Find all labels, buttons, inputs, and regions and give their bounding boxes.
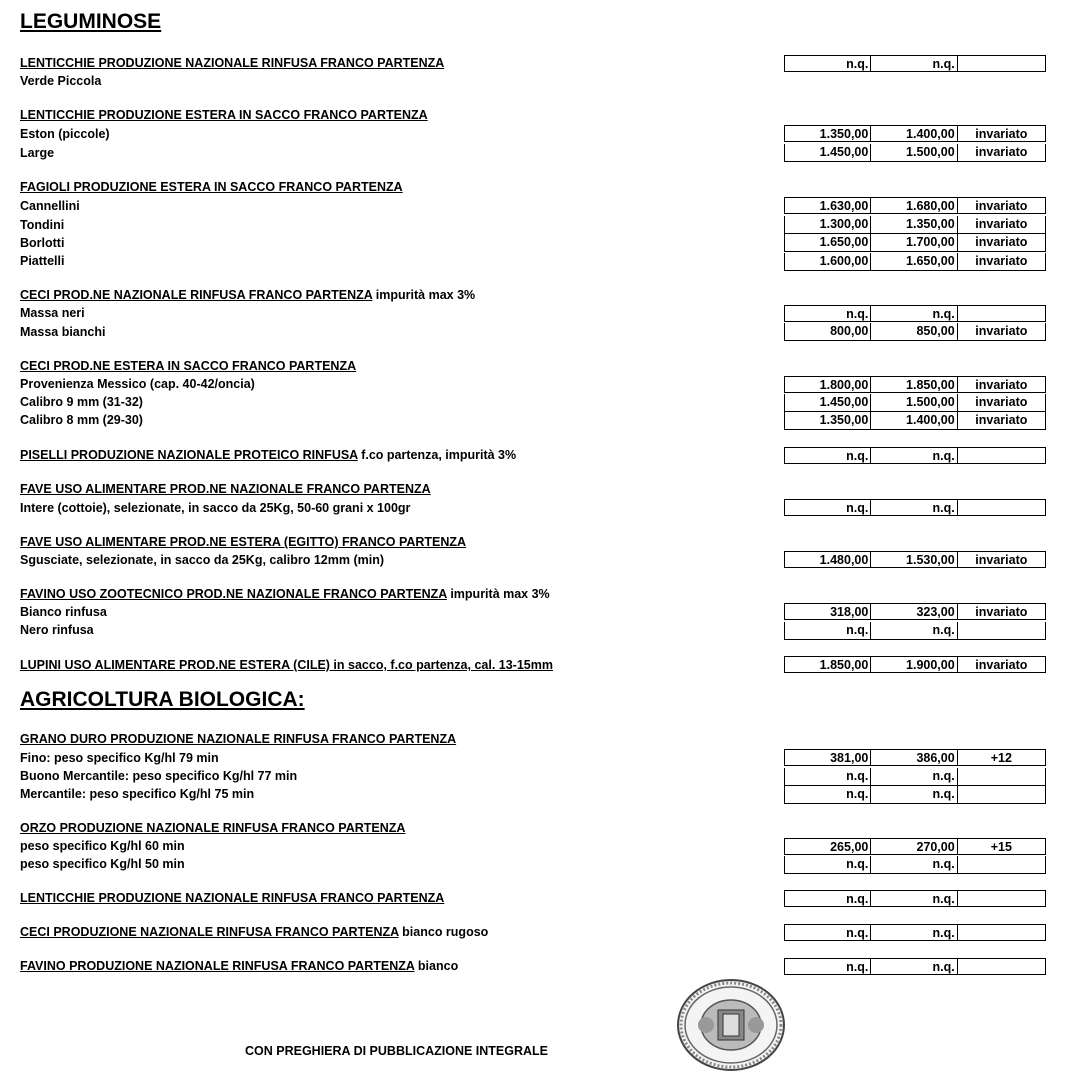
group-title-text: GRANO DURO PRODUZIONE NAZIONALE RINFUSA FRANCO PARTENZA <box>20 732 457 746</box>
price-min-cell: n.q. <box>785 768 871 785</box>
footer-note: CON PREGHIERA DI PUBBLICAZIONE INTEGRALE <box>245 1044 549 1058</box>
price-row <box>784 197 1046 214</box>
price-variation-cell <box>958 925 1045 940</box>
price-min-cell: 381,00 <box>785 750 871 765</box>
group-title-note: impurità max 3% <box>372 288 476 302</box>
price-row <box>784 890 1046 907</box>
price-max-cell: 1.400,00 <box>871 412 957 429</box>
group-title-text: LENTICCHIE PRODUZIONE NAZIONALE RINFUSA FRANCO PARTENZA <box>20 56 445 70</box>
price-min-cell: 1.350,00 <box>785 126 871 141</box>
price-row <box>784 856 1046 874</box>
price-min-cell: 800,00 <box>785 323 871 340</box>
group-title-note: impurità max 3% <box>446 587 550 601</box>
item-label: Provenienza Messico (cap. 40-42/oncia) <box>20 377 255 391</box>
price-row <box>784 55 1046 72</box>
price-row <box>784 234 1046 252</box>
price-row <box>784 551 1046 568</box>
item-label: Calibro 9 mm (31-32) <box>20 395 143 409</box>
item-label: Large <box>20 146 55 160</box>
price-min-cell: 1.450,00 <box>785 394 871 411</box>
group-title-text: FAGIOLI PRODUZIONE ESTERA IN SACCO FRANCO PARTENZA <box>20 180 403 194</box>
price-max-cell: n.q. <box>871 56 957 71</box>
section-heading: LEGUMINOSE <box>20 10 162 33</box>
price-row <box>784 603 1046 620</box>
price-row <box>784 394 1046 412</box>
price-variation-cell: +15 <box>990 840 1012 854</box>
price-max-cell: n.q. <box>871 622 957 639</box>
price-min-cell: 1.800,00 <box>785 377 871 392</box>
price-max-cell: 1.900,00 <box>871 657 957 672</box>
price-row <box>784 447 1046 464</box>
price-min-cell: n.q. <box>785 925 871 940</box>
price-variation-cell <box>958 56 1045 71</box>
group-title <box>20 959 458 973</box>
price-variation-cell: invariato <box>975 378 1028 392</box>
price-row <box>784 499 1046 516</box>
item-label: Calibro 8 mm (29-30) <box>20 413 143 427</box>
group-title <box>20 448 516 462</box>
group-title <box>20 732 456 746</box>
price-min-cell: n.q. <box>785 622 871 639</box>
price-variation-cell: invariato <box>975 199 1028 213</box>
group-title-text: PISELLI PRODUZIONE NAZIONALE PROTEICO RINFUSA <box>20 448 358 462</box>
price-max-cell: n.q. <box>871 306 957 321</box>
price-variation-cell <box>958 622 1045 639</box>
group-title-text: FAVINO PRODUZIONE NAZIONALE RINFUSA FRANCO PARTENZA <box>20 959 415 973</box>
price-max-cell: 1.680,00 <box>871 198 957 213</box>
item-label: Massa neri <box>20 306 85 320</box>
group-title <box>20 482 431 496</box>
group-title-note: bianco <box>414 959 459 973</box>
group-title <box>20 56 444 70</box>
group-title-text: CECI PROD.NE ESTERA IN SACCO FRANCO PARTENZA <box>20 359 357 373</box>
group-title-note: f.co partenza, impurità 3% <box>357 448 517 462</box>
group-title <box>20 108 428 122</box>
price-min-cell: n.q. <box>785 500 871 515</box>
item-label: Intere (cottoie), selezionate, in sacco da 25Kg, 50-60 grani x 100gr <box>20 501 411 515</box>
price-min-cell: 318,00 <box>785 604 871 619</box>
item-label: Massa bianchi <box>20 325 106 339</box>
group-title-text: FAVE USO ALIMENTARE PROD.NE ESTERA (EGITTO) FRANCO PARTENZA <box>20 535 467 549</box>
price-variation-cell <box>958 786 1045 803</box>
group-title-text: LUPINI USO ALIMENTARE PROD.NE ESTERA (CILE) in sacco, f.co partenza, cal. 13-15mm <box>20 658 553 672</box>
price-min-cell: n.q. <box>785 448 871 463</box>
item-label: Bianco rinfusa <box>20 605 107 619</box>
price-min-cell: n.q. <box>785 306 871 321</box>
price-variation-cell <box>958 891 1045 906</box>
price-max-cell: 850,00 <box>871 323 957 340</box>
group-title-text: CECI PROD.NE NAZIONALE RINFUSA FRANCO PARTENZA <box>20 288 373 302</box>
price-variation-cell: invariato <box>975 217 1028 231</box>
price-variation-cell <box>958 500 1045 515</box>
item-label: Cannellini <box>20 199 80 213</box>
group-title-text: ORZO PRODUZIONE NAZIONALE RINFUSA FRANCO PARTENZA <box>20 821 406 835</box>
price-variation-cell: invariato <box>975 235 1028 249</box>
official-seal-icon <box>676 978 786 1072</box>
price-max-cell: 323,00 <box>871 604 957 619</box>
price-variation-cell: invariato <box>975 553 1028 567</box>
item-label: Fino: peso specifico Kg/hl 79 min <box>20 751 219 765</box>
price-max-cell: n.q. <box>871 448 957 463</box>
price-min-cell: 1.350,00 <box>785 412 871 429</box>
item-label: Sgusciate, selezionate, in sacco da 25Kg, calibro 12mm (min) <box>20 553 385 567</box>
price-variation-cell: invariato <box>975 145 1028 159</box>
group-title <box>20 891 444 905</box>
price-max-cell: 386,00 <box>871 750 957 765</box>
item-label: Eston (piccole) <box>20 127 110 141</box>
price-max-cell: 1.700,00 <box>871 234 957 251</box>
price-min-cell: 1.630,00 <box>785 198 871 213</box>
price-min-cell: n.q. <box>785 56 871 71</box>
price-row <box>784 958 1046 975</box>
price-variation-cell: invariato <box>975 324 1028 338</box>
price-max-cell: n.q. <box>871 959 957 974</box>
price-min-cell: 1.850,00 <box>785 657 871 672</box>
price-max-cell: n.q. <box>871 500 957 515</box>
price-variation-cell: invariato <box>975 127 1028 141</box>
price-row <box>784 622 1046 640</box>
price-max-cell: 1.350,00 <box>871 216 957 233</box>
price-min-cell: 265,00 <box>785 839 871 854</box>
item-label: Verde Piccola <box>20 74 102 88</box>
group-title-text: LENTICCHIE PRODUZIONE ESTERA IN SACCO FRANCO PARTENZA <box>20 108 428 122</box>
price-min-cell: 1.300,00 <box>785 216 871 233</box>
price-max-cell: 1.400,00 <box>871 126 957 141</box>
group-title <box>20 359 356 373</box>
group-title <box>20 535 466 549</box>
price-max-cell: 1.530,00 <box>871 552 957 567</box>
price-variation-cell <box>958 448 1045 463</box>
price-min-cell: 1.450,00 <box>785 144 871 161</box>
item-label: Borlotti <box>20 236 65 250</box>
price-row <box>784 924 1046 941</box>
price-variation-cell: +12 <box>990 751 1012 765</box>
price-max-cell: 1.850,00 <box>871 377 957 392</box>
price-row <box>784 305 1046 322</box>
price-variation-cell: invariato <box>975 658 1028 672</box>
price-row <box>784 216 1046 234</box>
price-row <box>784 144 1046 162</box>
price-row <box>784 412 1046 430</box>
price-max-cell: n.q. <box>871 786 957 803</box>
price-row <box>784 749 1046 766</box>
price-min-cell: n.q. <box>785 891 871 906</box>
group-title <box>20 288 475 302</box>
price-variation-cell <box>958 306 1045 321</box>
group-title <box>20 658 553 672</box>
price-row <box>784 656 1046 673</box>
group-title-text: LENTICCHIE PRODUZIONE NAZIONALE RINFUSA FRANCO PARTENZA <box>20 891 445 905</box>
item-label: Tondini <box>20 218 65 232</box>
group-title-text: FAVINO USO ZOOTECNICO PROD.NE NAZIONALE FRANCO PARTENZA <box>20 587 447 601</box>
price-min-cell: n.q. <box>785 786 871 803</box>
price-variation-cell: invariato <box>975 413 1028 427</box>
price-row <box>784 323 1046 341</box>
price-row <box>784 376 1046 393</box>
price-min-cell: 1.480,00 <box>785 552 871 567</box>
price-max-cell: 1.500,00 <box>871 394 957 411</box>
item-label: Buono Mercantile: peso specifico Kg/hl 77 min <box>20 769 298 783</box>
price-row <box>784 253 1046 271</box>
price-max-cell: n.q. <box>871 925 957 940</box>
group-title <box>20 180 403 194</box>
price-min-cell: 1.600,00 <box>785 253 871 270</box>
group-title <box>20 587 550 601</box>
group-title-note: bianco rugoso <box>398 925 489 939</box>
group-title <box>20 821 405 835</box>
price-max-cell: n.q. <box>871 768 957 785</box>
item-label: Mercantile: peso specifico Kg/hl 75 min <box>20 787 255 801</box>
group-title-text: FAVE USO ALIMENTARE PROD.NE NAZIONALE FRANCO PARTENZA <box>20 482 431 496</box>
price-row <box>784 786 1046 804</box>
group-title <box>20 925 488 939</box>
price-max-cell: 1.500,00 <box>871 144 957 161</box>
price-variation-cell: invariato <box>975 395 1028 409</box>
price-variation-cell <box>958 856 1045 873</box>
section-heading: AGRICOLTURA BIOLOGICA: <box>20 688 305 711</box>
price-variation-cell <box>958 959 1045 974</box>
item-label: peso specifico Kg/hl 50 min <box>20 857 185 871</box>
price-variation-cell <box>958 768 1045 785</box>
price-row <box>784 125 1046 142</box>
group-title-text: CECI PRODUZIONE NAZIONALE RINFUSA FRANCO PARTENZA <box>20 925 399 939</box>
price-max-cell: n.q. <box>871 891 957 906</box>
item-label: Nero rinfusa <box>20 623 94 637</box>
price-row <box>784 768 1046 786</box>
price-row <box>784 838 1046 855</box>
item-label: Piattelli <box>20 254 65 268</box>
price-variation-cell: invariato <box>975 605 1028 619</box>
price-variation-cell: invariato <box>975 254 1028 268</box>
price-min-cell: n.q. <box>785 856 871 873</box>
price-max-cell: n.q. <box>871 856 957 873</box>
price-min-cell: 1.650,00 <box>785 234 871 251</box>
price-min-cell: n.q. <box>785 959 871 974</box>
price-max-cell: 270,00 <box>871 839 957 854</box>
item-label: peso specifico Kg/hl 60 min <box>20 839 185 853</box>
price-max-cell: 1.650,00 <box>871 253 957 270</box>
